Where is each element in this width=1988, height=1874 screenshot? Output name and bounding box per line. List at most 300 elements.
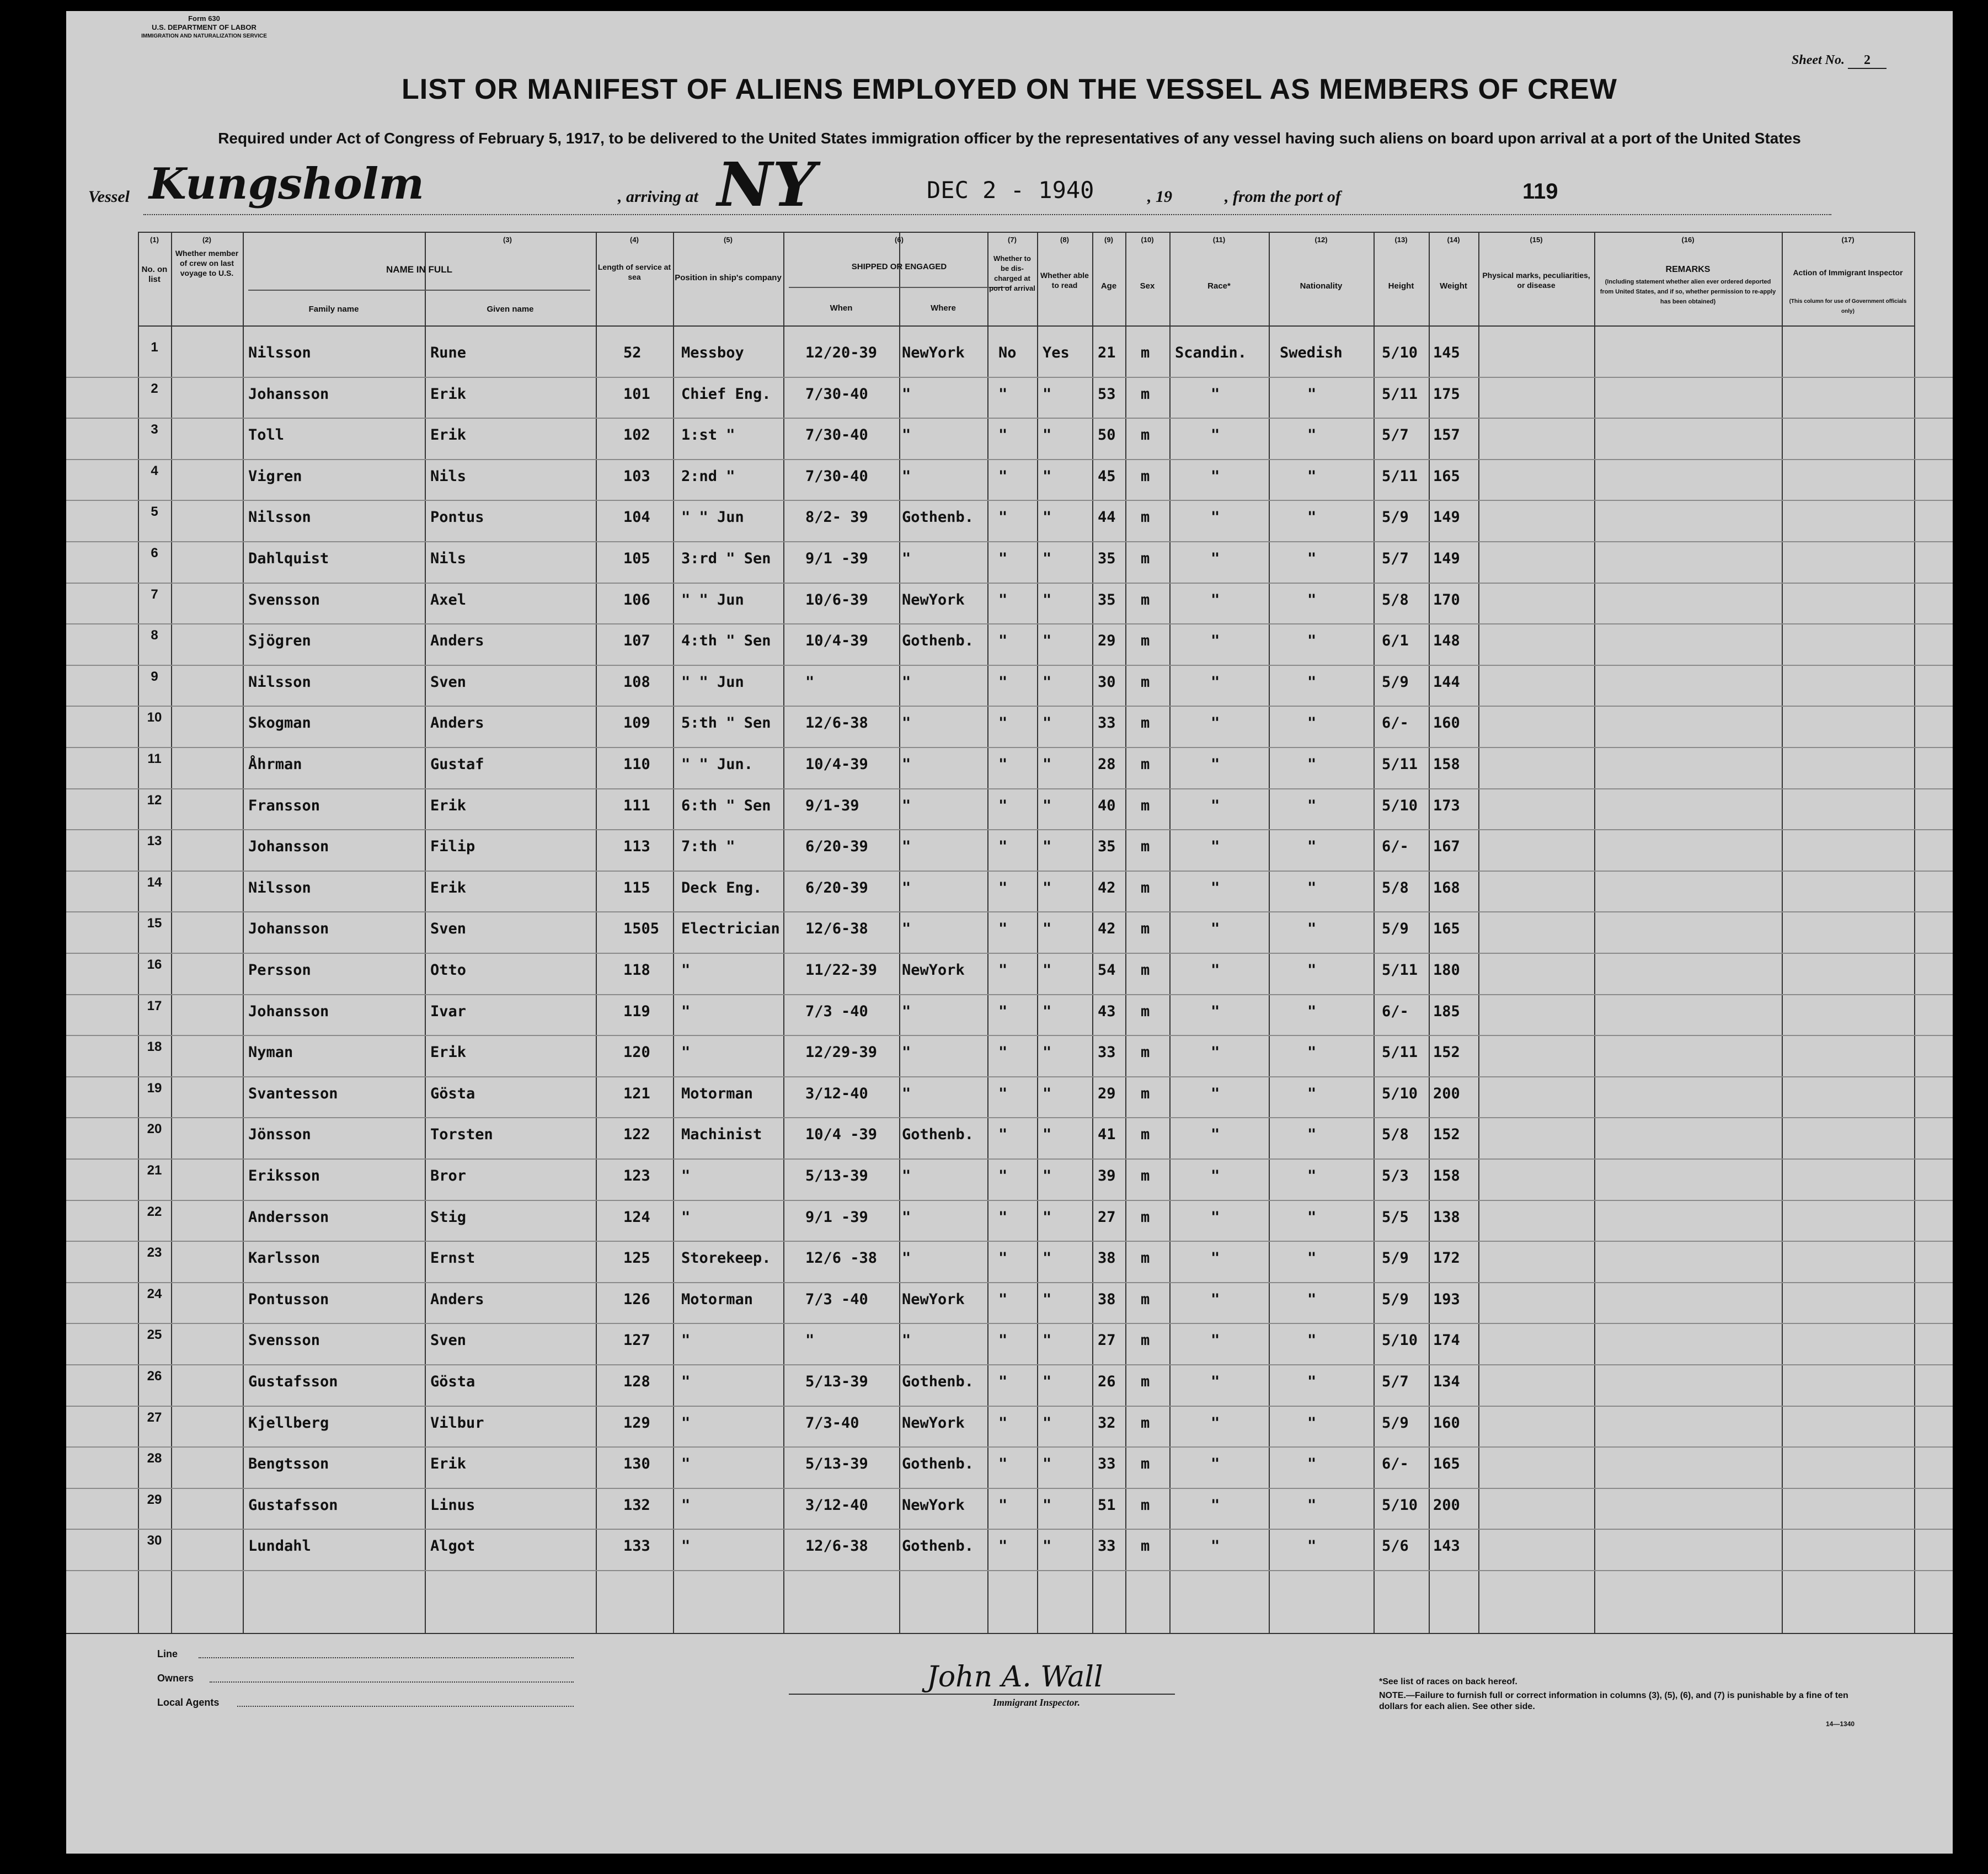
cell-weight: 149 xyxy=(1433,509,1460,526)
cell-sex: m xyxy=(1141,550,1150,567)
cell-weight: 200 xyxy=(1433,1085,1460,1102)
inspector-label: Immigrant Inspector. xyxy=(993,1697,1081,1708)
cell-height: 5/8 xyxy=(1382,1126,1409,1144)
header-where: Where xyxy=(931,303,956,313)
column-number: (2) xyxy=(202,236,211,244)
header-name-in-full: NAME IN FULL xyxy=(386,264,452,275)
local-agents-field xyxy=(237,1706,574,1707)
cell-given-name: Vilbur xyxy=(430,1414,484,1432)
cell-family-name: Eriksson xyxy=(248,1167,320,1184)
row-rule xyxy=(66,1076,1953,1077)
cell-able-to-read: " xyxy=(1043,879,1052,896)
cell-height: 5/11 xyxy=(1382,1044,1418,1061)
cell-position: " " Jun xyxy=(681,591,744,608)
column-rule xyxy=(987,232,988,1633)
header-action: Action of Immigrant Inspector xyxy=(1793,268,1903,277)
cell-when: 7/3 -40 xyxy=(805,1290,868,1308)
cell-race: " xyxy=(1211,1537,1220,1555)
cell-where: " xyxy=(902,467,911,485)
cell-when: 7/30-40 xyxy=(805,385,868,403)
cell-age: 53 xyxy=(1098,385,1116,403)
cell-nationality: " xyxy=(1307,673,1317,691)
cell-length-of-service: 125 xyxy=(623,1250,650,1267)
row-number: 14 xyxy=(147,874,162,890)
row-number: 29 xyxy=(147,1492,162,1507)
row-rule xyxy=(66,541,1953,542)
cell-age: 41 xyxy=(1098,1126,1116,1144)
cell-weight: 185 xyxy=(1433,1002,1460,1020)
cell-nationality: " xyxy=(1307,1290,1317,1308)
signature-rule xyxy=(789,1694,1175,1695)
cell-sex: m xyxy=(1141,1044,1150,1061)
cell-discharged: " xyxy=(998,920,1008,938)
cell-able-to-read: Yes xyxy=(1043,344,1070,361)
header-position: Position in ship's company xyxy=(675,273,782,282)
cell-discharged: " xyxy=(998,1208,1008,1226)
cell-length-of-service: 103 xyxy=(623,467,650,485)
cell-sex: m xyxy=(1141,920,1150,938)
cell-given-name: Ernst xyxy=(430,1250,475,1267)
cell-age: 33 xyxy=(1098,1537,1116,1555)
cell-position: Storekeep. xyxy=(681,1250,771,1267)
cell-discharged: " xyxy=(998,1332,1008,1349)
column-rule xyxy=(1169,232,1171,1633)
cell-sex: m xyxy=(1141,344,1150,361)
cell-length-of-service: 106 xyxy=(623,591,650,608)
page-title: LIST OR MANIFEST OF ALIENS EMPLOYED ON THE VESSEL AS MEMBERS OF CREW xyxy=(402,73,1617,105)
cell-race: " xyxy=(1211,714,1220,732)
cell-when: 5/13-39 xyxy=(805,1167,868,1184)
cell-age: 40 xyxy=(1098,797,1116,814)
column-rule xyxy=(1478,232,1479,1633)
cell-height: 5/5 xyxy=(1382,1208,1409,1226)
cell-given-name: Filip xyxy=(430,838,475,856)
cell-weight: 165 xyxy=(1433,920,1460,938)
cell-discharged: " xyxy=(998,838,1008,856)
row-number: 4 xyxy=(151,463,158,478)
cell-position: Motorman xyxy=(681,1290,753,1308)
cell-nationality: " xyxy=(1307,509,1317,526)
cell-family-name: Johansson xyxy=(248,920,329,938)
cell-sex: m xyxy=(1141,879,1150,896)
cell-discharged: " xyxy=(998,673,1008,691)
cell-able-to-read: " xyxy=(1043,673,1052,691)
column-rule xyxy=(1914,232,1915,1633)
cell-discharged: " xyxy=(998,1290,1008,1308)
cell-able-to-read: " xyxy=(1043,1537,1052,1555)
cell-length-of-service: 107 xyxy=(623,632,650,650)
cell-weight: 144 xyxy=(1433,673,1460,691)
cell-where: Gothenb. xyxy=(902,1126,974,1144)
cell-race: " xyxy=(1211,550,1220,567)
cell-height: 5/10 xyxy=(1382,1085,1418,1102)
cell-when: 12/6 -38 xyxy=(805,1250,878,1267)
row-number: 26 xyxy=(147,1369,162,1384)
cell-nationality: " xyxy=(1307,385,1317,403)
row-number: 16 xyxy=(147,957,162,972)
cell-weight: 160 xyxy=(1433,714,1460,732)
cell-family-name: Nilsson xyxy=(248,509,311,526)
cell-race: " xyxy=(1211,838,1220,856)
row-number: 15 xyxy=(147,916,162,931)
cell-race: " xyxy=(1211,1290,1220,1308)
cell-length-of-service: 113 xyxy=(623,838,650,856)
cell-able-to-read: " xyxy=(1043,385,1052,403)
cell-height: 5/9 xyxy=(1382,1250,1409,1267)
cell-where: " xyxy=(902,797,911,814)
cell-position: Motorman xyxy=(681,1085,753,1102)
cell-given-name: Torsten xyxy=(430,1126,493,1144)
cell-length-of-service: 120 xyxy=(623,1044,650,1061)
cell-where: " xyxy=(902,714,911,732)
cell-nationality: " xyxy=(1307,550,1317,567)
cell-race: " xyxy=(1211,1208,1220,1226)
row-rule xyxy=(66,1117,1953,1118)
cell-discharged: " xyxy=(998,879,1008,896)
column-rule xyxy=(1125,232,1126,1633)
cell-discharged: " xyxy=(998,1085,1008,1102)
cell-given-name: Rune xyxy=(430,344,467,361)
cell-able-to-read: " xyxy=(1043,1455,1052,1473)
cell-race: " xyxy=(1211,1167,1220,1184)
row-number: 3 xyxy=(151,422,158,437)
cell-age: 39 xyxy=(1098,1167,1116,1184)
cell-weight: 152 xyxy=(1433,1126,1460,1144)
cell-age: 21 xyxy=(1098,344,1116,361)
cell-discharged: " xyxy=(998,1126,1008,1144)
cell-weight: 165 xyxy=(1433,467,1460,485)
cell-where: Gothenb. xyxy=(902,509,974,526)
cell-weight: 168 xyxy=(1433,879,1460,896)
cell-nationality: " xyxy=(1307,1496,1317,1514)
cell-position: " " Jun xyxy=(681,509,744,526)
cell-height: 6/- xyxy=(1382,714,1409,732)
cell-where: NewYork xyxy=(902,591,965,608)
cell-nationality: " xyxy=(1307,1044,1317,1061)
header-length-of-service: Length of service at sea xyxy=(597,263,671,281)
cell-sex: m xyxy=(1141,756,1150,773)
header-sex: Sex xyxy=(1140,281,1155,291)
form-code: 14—1340 xyxy=(1826,1720,1855,1728)
column-rule xyxy=(783,232,784,1633)
header-member-last-voyage: Whether member of crew on last voyage to U.S. xyxy=(175,249,239,277)
row-number: 30 xyxy=(147,1533,162,1549)
cell-sex: m xyxy=(1141,1002,1150,1020)
cell-family-name: Svensson xyxy=(248,591,320,608)
cell-weight: 149 xyxy=(1433,550,1460,567)
cell-age: 26 xyxy=(1098,1373,1116,1390)
penalty-note: NOTE.—Failure to furnish full or correct information in columns (3), (5), (6), and (7) is punishable by a fine of ten dollars for each alien. See other side. xyxy=(1379,1691,1848,1711)
cell-family-name: Johansson xyxy=(248,1002,329,1020)
row-number: 21 xyxy=(147,1163,162,1178)
row-rule xyxy=(66,1446,1953,1448)
sheet-number xyxy=(1792,53,1887,69)
inspector-signature: John A. Wall xyxy=(927,1661,1103,1694)
cell-sex: m xyxy=(1141,1496,1150,1514)
cell-family-name: Gustafsson xyxy=(248,1373,338,1390)
cell-family-name: Sjögren xyxy=(248,632,311,650)
cell-sex: m xyxy=(1141,1208,1150,1226)
cell-length-of-service: 110 xyxy=(623,756,650,773)
cell-age: 27 xyxy=(1098,1332,1116,1349)
cell-age: 42 xyxy=(1098,920,1116,938)
cell-given-name: Erik xyxy=(430,797,467,814)
cell-length-of-service: 1505 xyxy=(623,920,660,938)
cell-sex: m xyxy=(1141,1332,1150,1349)
cell-nationality: " xyxy=(1307,591,1317,608)
row-number: 8 xyxy=(151,628,158,643)
cell-position: 7:th " xyxy=(681,838,735,856)
cell-height: 5/10 xyxy=(1382,1332,1418,1349)
cell-length-of-service: 122 xyxy=(623,1126,650,1144)
cell-age: 35 xyxy=(1098,591,1116,608)
cell-given-name: Erik xyxy=(430,1044,467,1061)
cell-race: " xyxy=(1211,632,1220,650)
races-note: *See list of races on back hereof. xyxy=(1379,1677,1517,1686)
cell-nationality: " xyxy=(1307,962,1317,979)
cell-when: 3/12-40 xyxy=(805,1085,868,1102)
cell-family-name: Kjellberg xyxy=(248,1414,329,1432)
column-number: (16) xyxy=(1681,236,1695,244)
cell-where: Gothenb. xyxy=(902,1455,974,1473)
cell-length-of-service: 119 xyxy=(623,1002,650,1020)
row-number: 9 xyxy=(151,669,158,684)
header-able-to-read: Whether able to read xyxy=(1040,271,1089,290)
cell-when: 10/4-39 xyxy=(805,756,868,773)
column-number: (15) xyxy=(1530,236,1543,244)
cell-weight: 165 xyxy=(1433,1455,1460,1473)
cell-weight: 180 xyxy=(1433,962,1460,979)
cell-sex: m xyxy=(1141,714,1150,732)
cell-where: " xyxy=(902,1085,911,1102)
cell-given-name: Sven xyxy=(430,673,467,691)
vessel-line xyxy=(88,188,130,206)
cell-age: 44 xyxy=(1098,509,1116,526)
cell-able-to-read: " xyxy=(1043,756,1052,773)
cell-family-name: Fransson xyxy=(248,797,320,814)
cell-discharged: " xyxy=(998,385,1008,403)
cell-where: " xyxy=(902,1044,911,1061)
cell-given-name: Algot xyxy=(430,1537,475,1555)
cell-age: 38 xyxy=(1098,1290,1116,1308)
cell-position: " xyxy=(681,1373,691,1390)
cell-age: 33 xyxy=(1098,1455,1116,1473)
cell-able-to-read: " xyxy=(1043,1373,1052,1390)
arriving-label: , arriving at xyxy=(618,188,698,206)
cell-able-to-read: " xyxy=(1043,1002,1052,1020)
cell-nationality: " xyxy=(1307,1126,1317,1144)
cell-age: 33 xyxy=(1098,1044,1116,1061)
cell-where: " xyxy=(902,756,911,773)
cell-when: 12/6-38 xyxy=(805,714,868,732)
header-nationality: Nationality xyxy=(1300,281,1343,291)
cell-position: " xyxy=(681,1208,691,1226)
cell-race: " xyxy=(1211,1044,1220,1061)
cell-position: " xyxy=(681,1455,691,1473)
cell-when: 10/4-39 xyxy=(805,632,868,650)
cell-given-name: Nils xyxy=(430,467,467,485)
page-subtitle: Required under Act of Congress of February 5, 1917, to be delivered to the United States immigration officer by the representatives of any vessel having such aliens on board upon arrival at a port of the United States xyxy=(218,130,1801,147)
cell-sex: m xyxy=(1141,797,1150,814)
cell-sex: m xyxy=(1141,426,1150,444)
header-age: Age xyxy=(1100,281,1117,291)
cell-when: 12/6-38 xyxy=(805,920,868,938)
row-rule xyxy=(66,500,1953,501)
cell-nationality: " xyxy=(1307,467,1317,485)
column-number: (10) xyxy=(1141,236,1154,244)
cell-length-of-service: 118 xyxy=(623,962,650,979)
cell-given-name: Stig xyxy=(430,1208,467,1226)
header-race: Race* xyxy=(1207,281,1231,291)
cell-nationality: " xyxy=(1307,1414,1317,1432)
cell-sex: m xyxy=(1141,1373,1150,1390)
row-rule xyxy=(66,1323,1953,1324)
cell-discharged: " xyxy=(998,550,1008,567)
cell-nationality: " xyxy=(1307,1455,1317,1473)
cell-weight: 174 xyxy=(1433,1332,1460,1349)
column-rule xyxy=(899,232,900,1633)
cell-where: " xyxy=(902,1002,911,1020)
cell-given-name: Bror xyxy=(430,1167,467,1184)
cell-height: 6/- xyxy=(1382,838,1409,856)
row-rule xyxy=(66,871,1953,872)
column-rule xyxy=(1782,232,1783,1633)
owners-field xyxy=(210,1681,574,1683)
cell-family-name: Persson xyxy=(248,962,311,979)
cell-able-to-read: " xyxy=(1043,1044,1052,1061)
cell-discharged: " xyxy=(998,426,1008,444)
cell-sex: m xyxy=(1141,1455,1150,1473)
cell-able-to-read: " xyxy=(1043,838,1052,856)
cell-sex: m xyxy=(1141,838,1150,856)
row-rule xyxy=(66,1035,1953,1036)
cell-able-to-read: " xyxy=(1043,1250,1052,1267)
line-label: Line xyxy=(157,1648,178,1659)
cell-age: 54 xyxy=(1098,962,1116,979)
row-number: 6 xyxy=(151,546,158,560)
cell-where: NewYork xyxy=(902,962,965,979)
cell-weight: 152 xyxy=(1433,1044,1460,1061)
cell-weight: 200 xyxy=(1433,1496,1460,1514)
cell-discharged: " xyxy=(998,1496,1008,1514)
cell-family-name: Gustafsson xyxy=(248,1496,338,1514)
cell-race: " xyxy=(1211,920,1220,938)
cell-race: " xyxy=(1211,1002,1220,1020)
row-rule xyxy=(66,1529,1953,1530)
cell-sex: m xyxy=(1141,1126,1150,1144)
row-number: 2 xyxy=(151,381,158,396)
cell-given-name: Ivar xyxy=(430,1002,467,1020)
cell-position: 2:nd " xyxy=(681,467,735,485)
row-rule xyxy=(66,1158,1953,1160)
column-number: (9) xyxy=(1104,236,1113,244)
cell-family-name: Pontusson xyxy=(248,1290,329,1308)
cell-weight: 145 xyxy=(1433,344,1460,361)
cell-race: " xyxy=(1211,1414,1220,1432)
cell-race: " xyxy=(1211,1085,1220,1102)
header-no-on-list: No. on list xyxy=(141,265,168,284)
cell-family-name: Jönsson xyxy=(248,1126,311,1144)
cell-nationality: " xyxy=(1307,426,1317,444)
row-rule xyxy=(66,1406,1953,1407)
cell-length-of-service: 126 xyxy=(623,1290,650,1308)
column-rule xyxy=(1374,232,1375,1633)
cell-sex: m xyxy=(1141,591,1150,608)
cell-height: 5/8 xyxy=(1382,879,1409,896)
cell-height: 5/9 xyxy=(1382,920,1409,938)
cell-nationality: Swedish xyxy=(1280,344,1343,361)
cell-given-name: Sven xyxy=(430,920,467,938)
cell-given-name: Gustaf xyxy=(430,756,484,773)
cell-given-name: Axel xyxy=(430,591,467,608)
cell-race: " xyxy=(1211,1250,1220,1267)
vessel-line-rule xyxy=(143,214,1831,215)
cell-length-of-service: 52 xyxy=(623,344,642,361)
cell-age: 45 xyxy=(1098,467,1116,485)
cell-position: Electrician xyxy=(681,920,780,938)
cell-discharged: " xyxy=(998,797,1008,814)
cell-nationality: " xyxy=(1307,1002,1317,1020)
row-number: 17 xyxy=(147,998,162,1013)
cell-discharged: " xyxy=(998,1250,1008,1267)
row-rule xyxy=(66,747,1953,748)
cell-length-of-service: 133 xyxy=(623,1537,650,1555)
cell-sex: m xyxy=(1141,1537,1150,1555)
cell-given-name: Anders xyxy=(430,632,484,650)
line-field xyxy=(199,1657,574,1658)
cell-able-to-read: " xyxy=(1043,1167,1052,1184)
row-number: 5 xyxy=(151,504,158,520)
row-number: 7 xyxy=(151,586,158,602)
cell-nationality: " xyxy=(1307,1373,1317,1390)
cell-discharged: " xyxy=(998,591,1008,608)
cell-position: 1:st " xyxy=(681,426,735,444)
cell-race: " xyxy=(1211,1373,1220,1390)
cell-length-of-service: 128 xyxy=(623,1373,650,1390)
cell-position: Machinist xyxy=(681,1126,762,1144)
from-port-label: , from the port of xyxy=(1225,188,1341,206)
column-rule xyxy=(673,232,674,1633)
row-number: 19 xyxy=(147,1080,162,1096)
cell-sex: m xyxy=(1141,1085,1150,1102)
row-number: 27 xyxy=(147,1409,162,1425)
cell-when: 5/13-39 xyxy=(805,1455,868,1473)
cell-family-name: Toll xyxy=(248,426,285,444)
cell-family-name: Nilsson xyxy=(248,879,311,896)
column-rule xyxy=(171,232,172,1633)
sheet-number-label: Sheet No. xyxy=(1792,53,1845,67)
cell-given-name: Gösta xyxy=(430,1085,475,1102)
cell-position: " " Jun. xyxy=(681,756,753,773)
cell-family-name: Bengtsson xyxy=(248,1455,329,1473)
cell-length-of-service: 109 xyxy=(623,714,650,732)
cell-sex: m xyxy=(1141,1414,1150,1432)
row-rule xyxy=(66,911,1953,912)
row-rule xyxy=(66,829,1953,830)
cell-when: 6/20-39 xyxy=(805,838,868,856)
cell-given-name: Sven xyxy=(430,1332,467,1349)
cell-height: 5/11 xyxy=(1382,962,1418,979)
cell-height: 5/7 xyxy=(1382,426,1409,444)
cell-able-to-read: " xyxy=(1043,550,1052,567)
cell-weight: 148 xyxy=(1433,632,1460,650)
row-rule xyxy=(66,788,1953,789)
cell-given-name: Gösta xyxy=(430,1373,475,1390)
department: U.S. DEPARTMENT OF LABOR xyxy=(152,23,256,31)
cell-height: 5/10 xyxy=(1382,1496,1418,1514)
cell-age: 33 xyxy=(1098,714,1116,732)
cell-sex: m xyxy=(1141,673,1150,691)
